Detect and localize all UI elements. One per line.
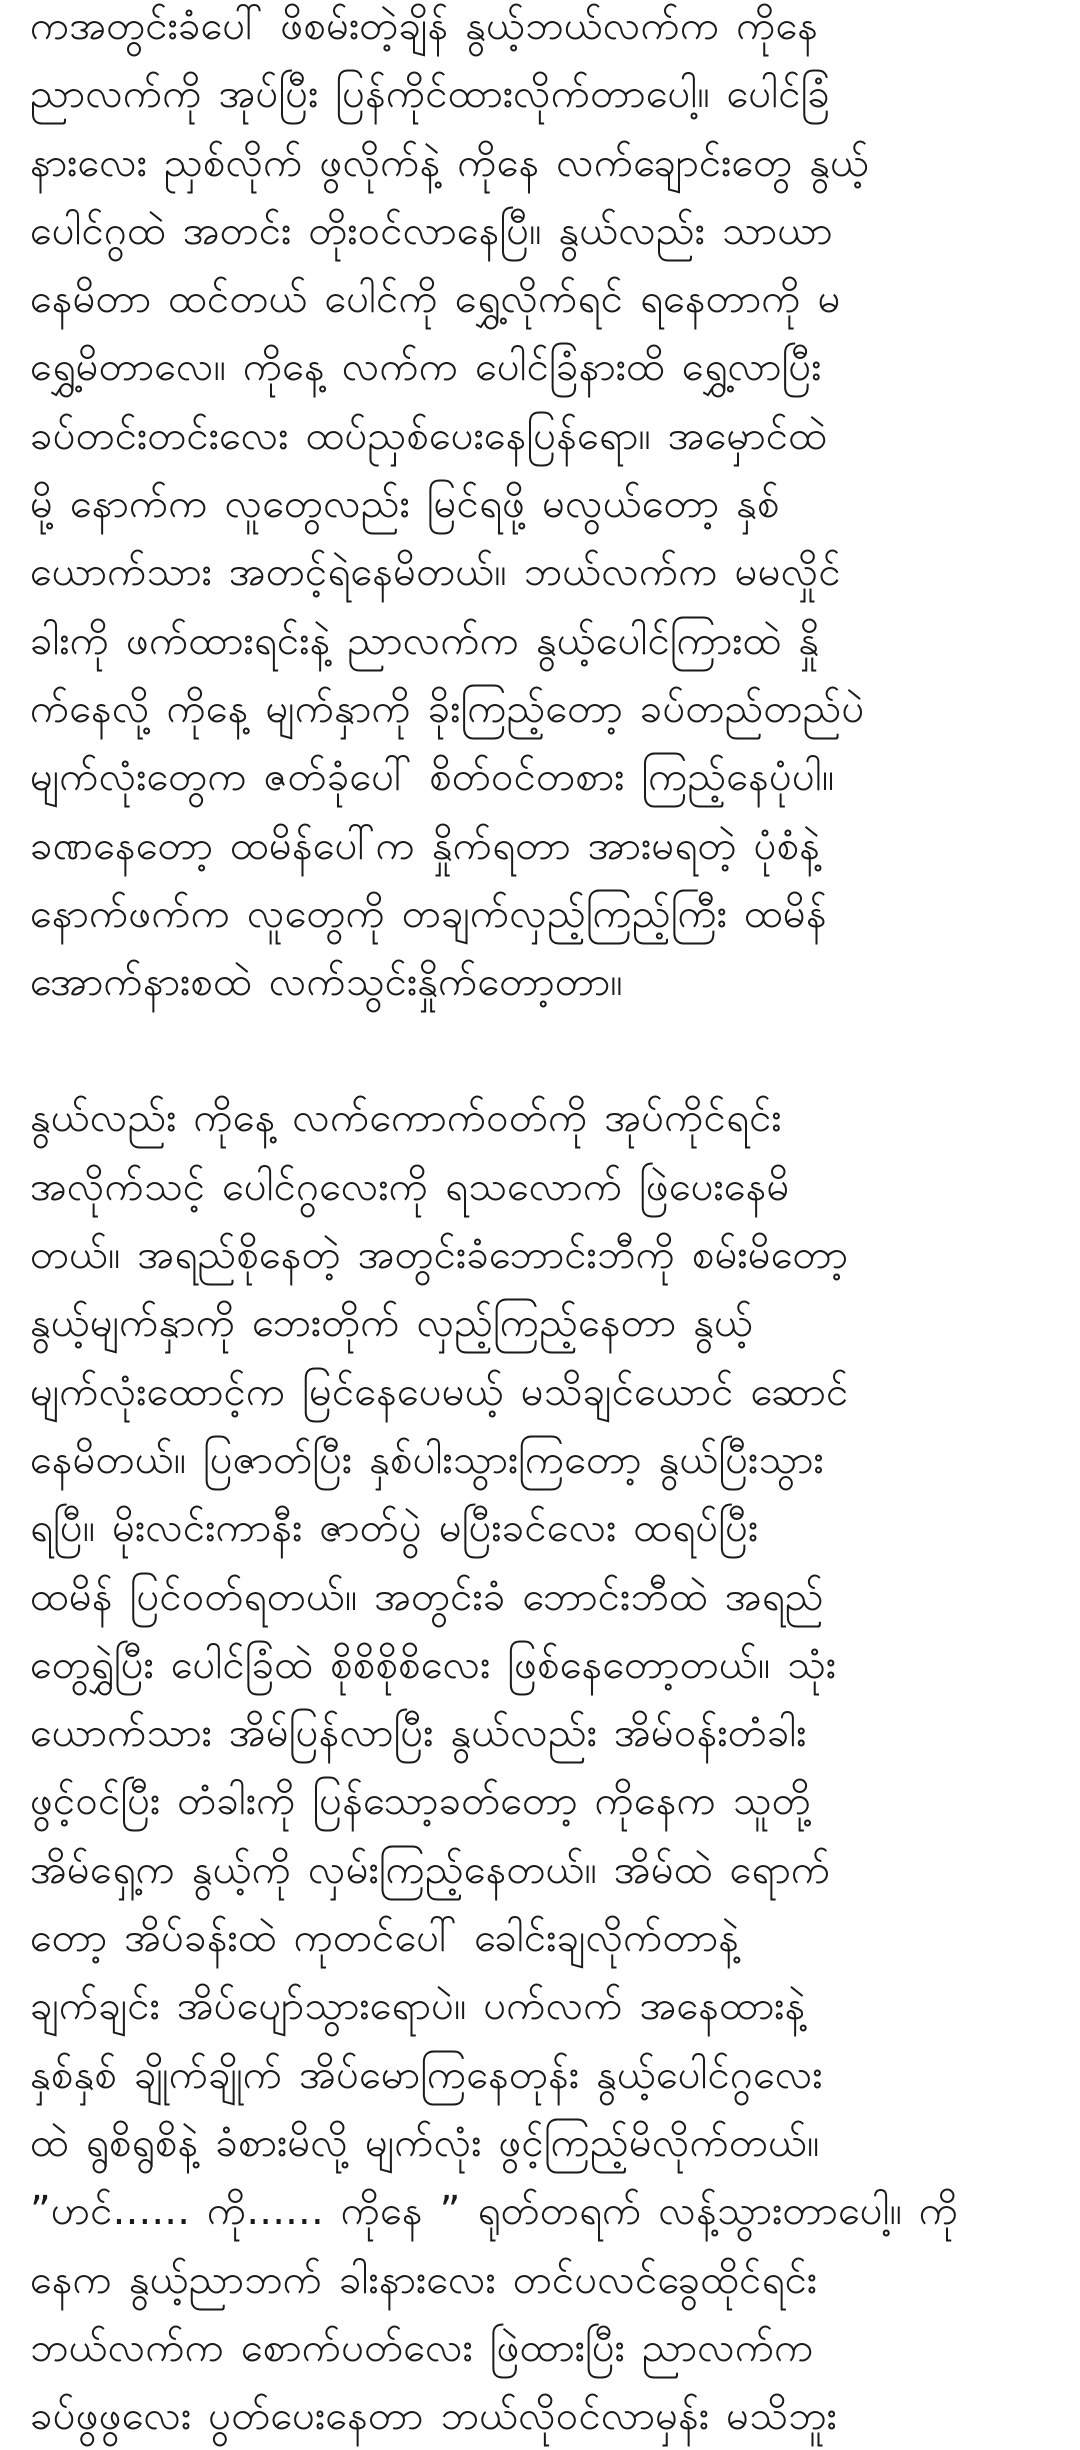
text-line: နှစ်နှစ် ချိုက်ချိုက် အိပ်မောကြနေတုန်း နွယ့်ပေါင်ဂွလေး [30,2051,823,2098]
text-line: ”ဟင်...... ကို...... ကိုနေ ” ရုတ်တရက် လန့်သွားတာပေါ့။ ကို [30,2188,959,2235]
text-line: ခါးကို ဖက်ထားရင်းနဲ့ ညာလက်က နွယ့်ပေါင်ကြားထဲ နှို [30,617,820,664]
text-line: မျက်လုံးတွေက ဇတ်ခုံပေါ် စိတ်ဝင်တစား ကြည့်နေပုံပါ။ [30,754,835,801]
text-line: တွေရွှဲပြီး ပေါင်ခြံထဲ စိုစိစိုစိလေး ဖြစ်နေတော့တယ်။ သုံး [30,1641,837,1688]
text-line: ထမိန် ပြင်ဝတ်ရတယ်။ အတွင်းခံ ဘောင်းဘီထဲ အရည် [30,1573,824,1620]
text-line: တယ်။ အရည်စိုနေတဲ့ အတွင်းခံဘောင်းဘီကို စမ်းမိတော့ [30,1232,849,1279]
text-line: ခပ်ဖွဖွလေး ပွတ်ပေးနေတာ ဘယ်လိုဝင်လာမှန်း မသိဘူး [30,2393,837,2440]
text-line: က်နေလို့ ကိုနေ့ မျက်နှာကို ခိုးကြည့်တော့ ခပ်တည်တည်ပဲ [30,685,865,732]
text-line: ကအတွင်းခံပေါ် ဖိစမ်းတဲ့ချိန် နွယ့်ဘယ်လက်က ကိုနေ [30,3,819,49]
text-line: ရွှေ့မိတာလေ။ ကိုနေ့ လက်က ပေါင်ခြံနားထိ ရွှေ့လာပြီး [30,344,822,391]
text-line: ယောက်သား အတင့်ရဲနေမိတယ်။ ဘယ်လက်က မမလှိုင် [30,549,841,596]
text-line: နေမိတယ်။ ပြဇာတ်ပြီး နှစ်ပါးသွားကြတော့ နွယ်ပြီးသွား [30,1436,824,1483]
text-line: နေမိတာ ထင်တယ် ပေါင်ကို ရွှေ့လိုက်ရင် ရနေတာကို မ [30,276,841,323]
text-line: အလိုက်သင့် ပေါင်ဂွလေးကို ရသလောက် ဖြဲပေးနေမိ [30,1163,790,1210]
text-line: ခဏနေတော့ ထမိန်ပေါ်က နှိုက်ရတာ အားမရတဲ့ ပုံစံနဲ့ [30,822,821,869]
text-line: နားလေး ညှစ်လိုက် ဖွလိုက်နဲ့ ကိုနေ လက်ချောင်းတွေ နွယ့် [30,139,870,186]
text-line: ယောက်သား အိမ်ပြန်လာပြီး နွယ်လည်း အိမ်ဝန်းတံခါး [30,1710,807,1757]
text-line: နောက်ဖက်က လူတွေကို တချက်လှည့်ကြည့်ကြီး ထမိန် [30,890,827,937]
text-line: နေက နွယ့်ညာဘက် ခါးနားလေး တင်ပလင်ခွေထိုင်ရင်း [30,2256,818,2303]
text-line: တော့ အိပ်ခန်းထဲ ကုတင်ပေါ် ခေါင်းချလိုက်တာနဲ့ [30,1915,740,1962]
text-line: ပေါင်ဂွထဲ အတင်း တိုးဝင်လာနေပြီ။ နွယ်လည်း သာယာ [30,207,833,254]
paragraph-spacer [0,1016,1080,1084]
paragraph-1 [0,0,1080,1016]
text-line: ညာလက်ကို အုပ်ပြီး ပြန်ကိုင်ထားလိုက်တာပေါ့။ ပေါင်ခြံ [30,71,831,118]
text-line: မျက်လုံးထောင့်က မြင်နေပေမယ့် မသိချင်ယောင် ဆောင် [30,1368,849,1415]
paragraph-2 [0,1084,1080,2450]
text-line: ထဲ ရွစိရွစိနဲ့ ခံစားမိလို့ မျက်လုံး ဖွင့်ကြည့်မိလိုက်တယ်။ [30,2119,820,2166]
text-line: နွယ်လည်း ကိုနေ့ လက်ကောက်ဝတ်ကို အုပ်ကိုင်ရင်း [30,1095,782,1142]
text-line: ဖွင့်ဝင်ပြီး တံခါးကို ပြန်သော့ခတ်တော့ ကိုနေက သူတို့ [30,1778,811,1825]
text-line: ရပြီ။ မိုးလင်းကာနီး ဇာတ်ပွဲ မပြီးခင်လေး ထရပ်ပြီး [30,1505,759,1552]
text-line: မို့ နောက်က လူတွေလည်း မြင်ရဖို့ မလွယ်တော့ နှစ် [30,481,780,528]
text-line: နွယ့်မျက်နှာကို ဘေးတိုက် လှည့်ကြည့်နေတာ နွယ့် [30,1300,754,1347]
text-line: ချက်ချင်း အိပ်ပျော်သွားရောပဲ။ ပက်လက် အနေထားနဲ့ [30,1983,806,2030]
text-line: အိမ်ရှေ့က နွယ့်ကို လှမ်းကြည့်နေတယ်။ အိမ်ထဲ ရောက် [30,1846,831,1893]
text-line: ဘယ်လက်က စောက်ပတ်လေး ဖြဲထားပြီး ညာလက်က [30,2324,814,2371]
text-line: ခပ်တင်းတင်းလေး ထပ်ညှစ်ပေးနေပြန်ရော။ အမှောင်ထဲ [30,412,828,459]
text-line: အောက်နားစထဲ လက်သွင်းနှိုက်တော့တာ။ [30,959,623,1006]
